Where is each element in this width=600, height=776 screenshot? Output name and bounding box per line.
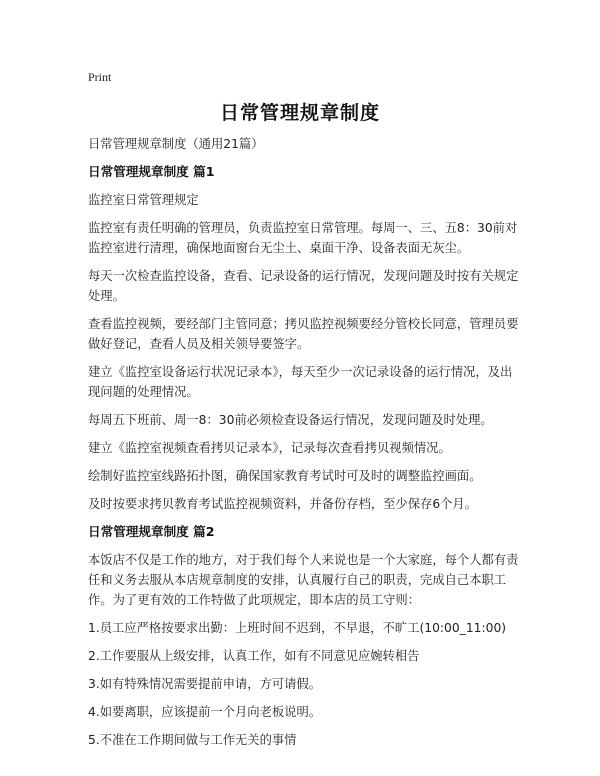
list-item: 4.如要离职，应该提前一个月向老板说明。 xyxy=(88,705,322,719)
list-item: 1.员工应严格按要求出勤：上班时间不迟到，不早退，不旷工(10:00_11:00) xyxy=(88,621,507,635)
section-paragraph: 本饭店不仅是工作的地方，对于我们每个人来说也是一个大家庭，每个人都有责任和义务去服从本店规章制度的安排，认真履行自己的职责，完成自己本职工作。为了更有效的工作特做了此项规定，即本店的员工守则： xyxy=(88,553,519,607)
section-paragraph: 每天一次检查监控设备，查看、记录设备的运行情况，发现问题及时按有关规定处理。 xyxy=(88,269,519,303)
section-paragraph: 绘制好监控室线路拓扑图，确保国家教育考试时可及时的调整监控画面。 xyxy=(88,469,482,483)
list-item: 3.如有特殊情况需要提前申请，方可请假。 xyxy=(88,677,322,691)
print-link[interactable]: Print xyxy=(88,70,112,84)
section-paragraph: 查看监控视频，要经部门主管同意；拷贝监控视频要经分管校长同意，管理员要做好登记，查看人员及相关领导要签字。 xyxy=(88,317,519,351)
section-heading: 日常管理规章制度 篇2 xyxy=(88,524,215,539)
section-paragraph: 每周五下班前、周一8：30前必须检查设备运行情况，发现问题及时处理。 xyxy=(88,413,493,427)
list-item: 5.不准在工作期间做与工作无关的事情 xyxy=(88,733,297,747)
document-body xyxy=(88,134,520,758)
section-paragraph: 监控室有责任明确的管理员，负责监控室日常管理。每周一、三、五8：30前对监控室进行清理，确保地面窗台无尘土、桌面干净、设备表面无灰尘。 xyxy=(88,221,518,255)
list-item: 2.工作要服从上级安排，认真工作，如有不同意见应婉转相告 xyxy=(88,649,420,663)
section-paragraph: 监控室日常管理规定 xyxy=(88,193,199,207)
document-subtitle: 日常管理规章制度（通用21篇） xyxy=(88,137,264,151)
section-heading: 日常管理规章制度 篇1 xyxy=(88,164,215,179)
document-title: 日常管理规章制度 xyxy=(219,102,380,124)
section-paragraph: 建立《监控室设备运行状况记录本》，每天至少一次记录设备的运行情况，及出现问题的处理情况。 xyxy=(88,365,513,399)
section-paragraph: 建立《监控室视频查看拷贝记录本》，记录每次查看拷贝视频情况。 xyxy=(88,441,451,455)
section-paragraph: 及时按要求拷贝教育考试监控视频资料，并备份存档，至少保存6个月。 xyxy=(88,497,478,511)
